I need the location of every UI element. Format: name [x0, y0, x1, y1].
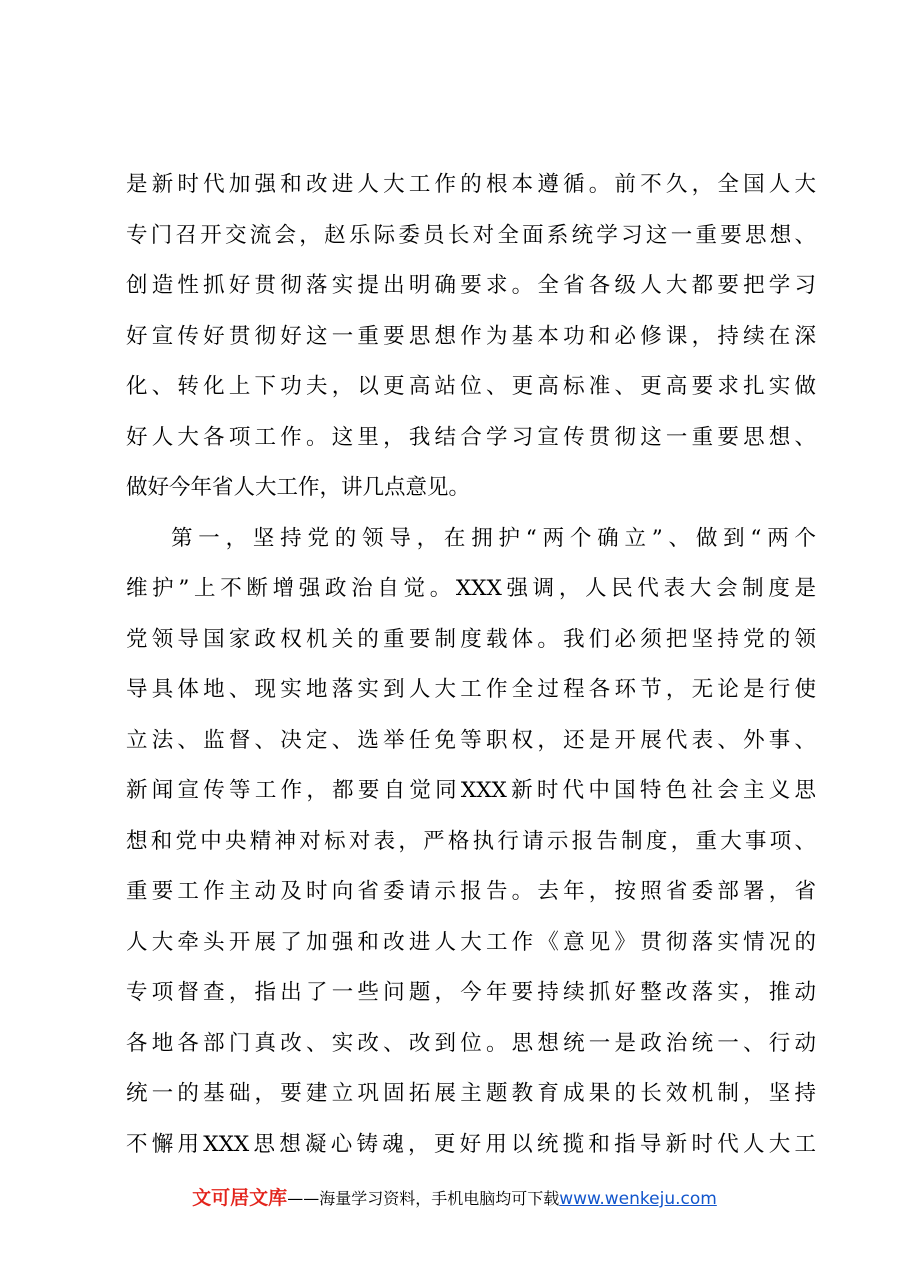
footer-link[interactable]: www.wenkeju.com: [559, 1189, 717, 1209]
text-line: 人大牵头开展了加强和改进人大工作《意见》贯彻落实情况的: [126, 929, 816, 955]
text-line: 想和党中央精神对标对表，严格执行请示报告制度，重大事项、: [126, 828, 816, 854]
text-line: 专门召开交流会，赵乐际委员长对全面系统学习这一重要思想、: [126, 222, 816, 248]
text-line: 新闻宣传等工作，都要自觉同XXX新时代中国特色社会主义思: [126, 778, 816, 803]
document-body: [126, 160, 816, 1170]
footer-slogan: ——海量学习资料，手机电脑均可下载: [287, 1189, 560, 1208]
text-line: 做好今年省人大工作，讲几点意见。: [126, 475, 471, 500]
text-line: 是新时代加强和改进人大工作的根本遵循。前不久，全国人大: [126, 172, 816, 197]
text-line: 维护”上不断增强政治自觉。XXX强调，人民代表大会制度是: [126, 576, 816, 601]
text-line: 好人大各项工作。这里，我结合学习宣传贯彻这一重要思想、: [126, 424, 816, 450]
text-line: 党领导国家政权机关的重要制度载体。我们必须把坚持党的领: [126, 626, 816, 652]
text-line: 化、转化上下功夫，以更高站位、更高标准、更高要求扎实做: [126, 374, 816, 399]
footer-banner: [0, 1183, 909, 1210]
text-line: 第一，坚持党的领导，在拥护“两个确立”、做到“两个: [171, 525, 816, 551]
text-line: 好宣传好贯彻好这一重要思想作为基本功和必修课，持续在深: [126, 323, 816, 349]
text-line: 导具体地、现实地落实到人大工作全过程各环节，无论是行使: [126, 677, 816, 702]
text-line: 各地各部门真改、实改、改到位。思想统一是政治统一、行动: [126, 1030, 816, 1056]
text-line: 重要工作主动及时向省委请示报告。去年，按照省委部署，省: [126, 879, 816, 904]
text-line: 创造性抓好贯彻落实提出明确要求。全省各级人大都要把学习: [126, 273, 816, 298]
text-line: 不懈用XXX思想凝心铸魂，更好用以统揽和指导新时代人大工: [126, 1131, 816, 1157]
text-line: 统一的基础，要建立巩固拓展主题教育成果的长效机制，坚持: [126, 1081, 816, 1106]
text-line: 立法、监督、决定、选举任免等职权，还是开展代表、外事、: [126, 727, 816, 753]
text-line: 专项督查，指出了一些问题，今年要持续抓好整改落实，推动: [126, 980, 816, 1005]
footer-brand: 文可居文库: [192, 1187, 288, 1209]
